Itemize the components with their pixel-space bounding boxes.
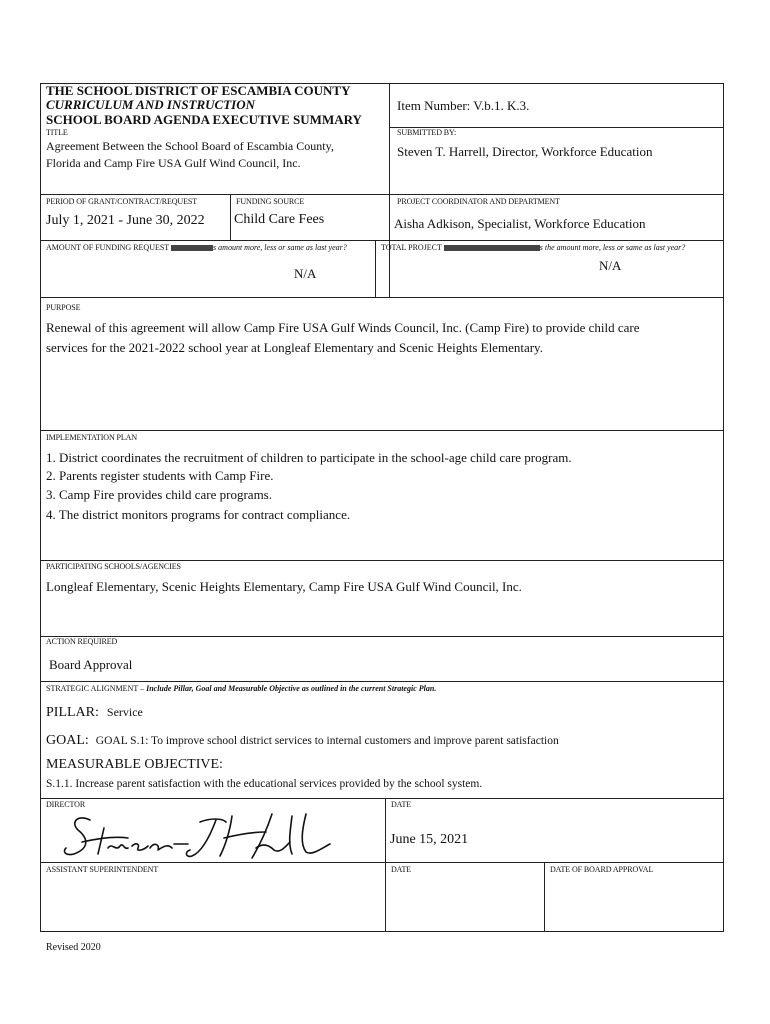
assistant-label: ASSISTANT SUPERINTENDENT — [46, 865, 159, 874]
total-project-label-row — [381, 243, 685, 252]
implementation-step-3: 3. Camp Fire provides child care programs. — [46, 487, 272, 502]
participating-value: Longleaf Elementary, Scenic Heights Elementary, Camp Fire USA Gulf Wind Council, Inc. — [46, 579, 522, 594]
director-label: DIRECTOR — [46, 800, 86, 809]
redaction-bar — [171, 245, 213, 251]
strategic-label-note: Include Pillar, Goal and Measurable Objective as outlined in the current Strategic Plan. — [146, 684, 437, 693]
implementation-step-4: 4. The district monitors programs for contract compliance. — [46, 507, 351, 522]
action-label: ACTION REQUIRED — [46, 637, 118, 646]
board-approval-label: DATE OF BOARD APPROVAL — [550, 865, 654, 874]
coordinator-value: Aisha Adkison, Specialist, Workforce Education — [394, 216, 646, 231]
amount-requested-label: AMOUNT OF FUNDING REQUEST — [46, 243, 170, 252]
implementation-step-2: 2. Parents register students with Camp Fire. — [46, 468, 274, 483]
objective-label: MEASURABLE OBJECTIVE: — [46, 757, 223, 772]
director-signature — [60, 808, 340, 864]
assistant-date-label: DATE — [391, 865, 412, 874]
pillar-label: PILLAR: — [46, 705, 99, 720]
strategic-label-prefix: STRATEGIC ALIGNMENT – — [46, 684, 147, 693]
total-project-value: N/A — [599, 258, 622, 273]
title-line-1: Agreement Between the School Board of Escambia County, — [46, 139, 334, 153]
total-project-label: TOTAL PROJECT — [381, 243, 442, 252]
document-title: SCHOOL BOARD AGENDA EXECUTIVE SUMMARY — [46, 112, 362, 127]
goal-label: GOAL: — [46, 733, 89, 748]
department-name: CURRICULUM AND INSTRUCTION — [46, 97, 255, 112]
total-project-note: s the amount more, less or same as last year? — [539, 243, 686, 252]
coordinator-label: PROJECT COORDINATOR AND DEPARTMENT — [397, 197, 560, 206]
submitted-by-value: Steven T. Harrell, Director, Workforce Education — [397, 144, 653, 159]
pillar-row — [46, 703, 143, 721]
strategic-label — [46, 684, 436, 693]
period-label: PERIOD OF GRANT/CONTRACT/REQUEST — [46, 197, 198, 206]
title-label: TITLE — [46, 128, 68, 137]
objective-value: S.1.1. Increase parent satisfaction with the educational services provided by the school system. — [46, 778, 483, 790]
director-date-label: DATE — [391, 800, 412, 809]
goal-value: GOAL S.1: To improve school district services to internal customers and improve parent satisfaction — [95, 735, 559, 747]
participating-label: PARTICIPATING SCHOOLS/AGENCIES — [46, 562, 181, 571]
submitted-by-label: SUBMITTED BY: — [397, 128, 457, 137]
implementation-label: IMPLEMENTATION PLAN — [46, 433, 138, 442]
revised-note: Revised 2020 — [46, 942, 101, 953]
purpose-line-1: Renewal of this agreement will allow Camp Fire USA Gulf Winds Council, Inc. (Camp Fire) to provide child care — [46, 320, 640, 335]
action-value: Board Approval — [49, 657, 133, 672]
district-name: THE SCHOOL DISTRICT OF ESCAMBIA COUNTY — [46, 83, 351, 98]
purpose-label: PURPOSE — [46, 303, 81, 312]
funding-source-value: Child Care Fees — [234, 212, 325, 227]
director-date-value: June 15, 2021 — [390, 832, 469, 847]
item-number: Item Number: V.b.1. K.3. — [397, 98, 530, 113]
amount-requested-note: s amount more, less or same as last year? — [213, 243, 347, 252]
pillar-value: Service — [106, 705, 143, 719]
goal-row — [46, 731, 559, 749]
redaction-bar — [444, 245, 540, 251]
purpose-line-2: services for the 2021-2022 school year at Longleaf Elementary and Scenic Heights Elementary. — [46, 340, 543, 355]
amount-requested-label-row — [46, 243, 347, 252]
period-value: July 1, 2021 - June 30, 2022 — [46, 213, 205, 228]
amount-requested-value: N/A — [294, 266, 317, 281]
implementation-step-1: 1. District coordinates the recruitment of children to participate in the school-age child care program. — [46, 450, 572, 465]
title-line-2: Florida and Camp Fire USA Gulf Wind Council, Inc. — [46, 156, 301, 170]
funding-source-label: FUNDING SOURCE — [236, 197, 305, 206]
